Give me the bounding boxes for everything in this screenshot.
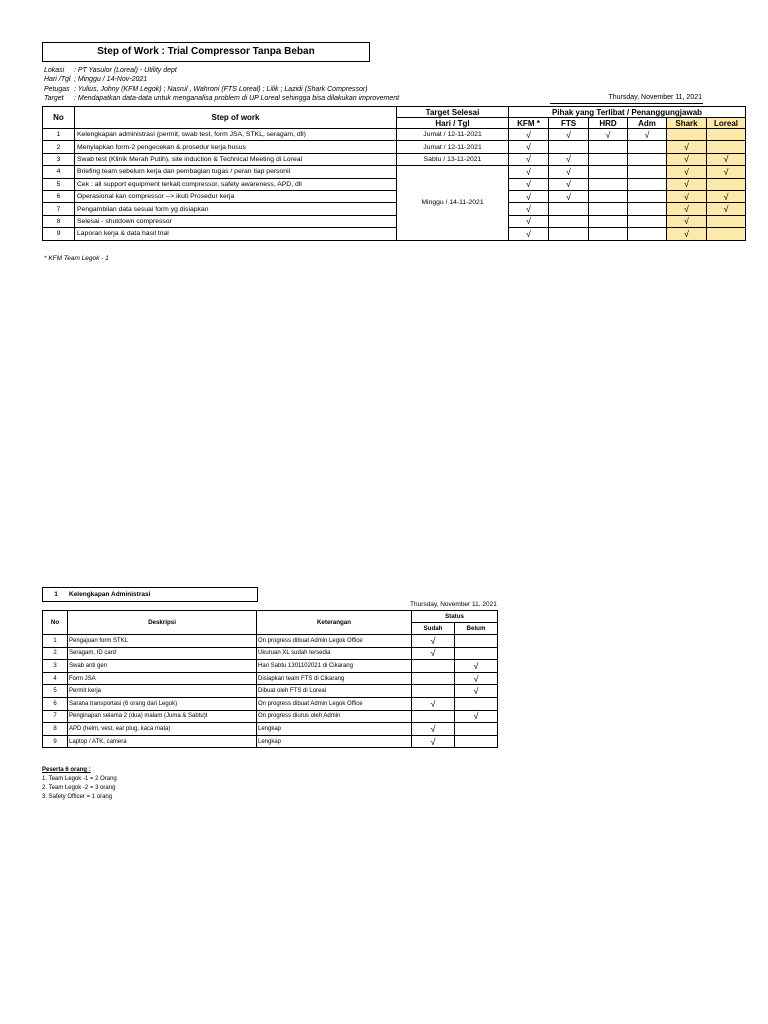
table-row (43, 190, 746, 202)
header-party-fts: FTS (549, 118, 589, 129)
check-mark: √ (549, 190, 589, 202)
check-mark (628, 141, 667, 153)
status-belum: √ (455, 685, 498, 698)
step-description: Pengambilan data sesuai form yg disiapkan (75, 203, 397, 215)
date-top: Thursday, November 11, 2021 (608, 94, 702, 101)
table-row (43, 166, 746, 178)
step-description: Laporan kerja & data hasil trial (75, 228, 397, 240)
check-mark (628, 228, 667, 240)
table-row (43, 228, 746, 240)
item-keterangan: Hari Sabtu 1301102021 di Cikarang (257, 660, 412, 673)
target-date: Jumat / 12-11-2021 (397, 141, 509, 153)
check-mark: √ (667, 166, 707, 178)
row-number: 1 (43, 635, 68, 648)
check-mark: √ (509, 190, 549, 202)
step-description: Swab test (Klinik Merah Putih), site induction & Technical Meeting di Loreal (75, 153, 397, 165)
item-keterangan: On progress dibuat Admin Legok Office (257, 635, 412, 648)
info-value: : Mendapatkan data-data untuk menganalisa problem di UP Loreal sehingga bisa dilakukan improvement (74, 94, 400, 102)
row-number: 7 (43, 710, 68, 723)
check-mark (707, 129, 746, 141)
status-sudah: √ (412, 735, 455, 748)
status-belum (455, 735, 498, 748)
item-description: Pengajuan form STKL (68, 635, 257, 648)
item-keterangan: Lengkap (257, 735, 412, 748)
section-title-box (42, 587, 258, 602)
check-mark (707, 141, 746, 153)
row-number: 6 (43, 697, 68, 710)
check-mark (628, 215, 667, 227)
header-party-loreal: Loreal (707, 118, 746, 129)
row-number: 9 (43, 228, 75, 240)
info-row-lokasi (44, 66, 399, 75)
check-mark (589, 178, 628, 190)
info-label: Hari /Tgl (44, 76, 71, 84)
peserta-item: 3. Safety Officer = 1 orang (42, 794, 113, 800)
check-mark: √ (667, 153, 707, 165)
info-row-hari (44, 75, 399, 84)
admin-checklist-table (42, 610, 498, 748)
table-row (43, 215, 746, 227)
check-mark: √ (509, 129, 549, 141)
row-number: 4 (43, 672, 68, 685)
status-belum (455, 647, 498, 660)
status-sudah: √ (412, 697, 455, 710)
status-sudah (412, 710, 455, 723)
item-description: Swab anti gen (68, 660, 257, 673)
item-keterangan: On progress dibuat Admin Legok Office (257, 697, 412, 710)
check-mark (589, 215, 628, 227)
item-keterangan: Dibuat oleh FTS di Loreal (257, 685, 412, 698)
check-mark (589, 190, 628, 202)
header-sudah: Sudah (412, 623, 455, 635)
item-description: APD (helm, vest, ear plug, kaca mata) (68, 723, 257, 736)
info-block (44, 66, 399, 103)
check-mark (549, 215, 589, 227)
check-mark (589, 203, 628, 215)
status-sudah: √ (412, 635, 455, 648)
item-keterangan: On progress diurus oleh Admin (257, 710, 412, 723)
row-number: 2 (43, 647, 68, 660)
peserta-item: 1. Team Legok -1 = 2 Orang (42, 776, 117, 782)
section-number: 1 (54, 591, 58, 598)
item-description: Permit kerja (68, 685, 257, 698)
check-mark (589, 228, 628, 240)
table-row (43, 685, 498, 698)
header-party-hrd: HRD (589, 118, 628, 129)
peserta-block (42, 766, 117, 802)
status-sudah (412, 660, 455, 673)
check-mark: √ (667, 178, 707, 190)
table-row (43, 660, 498, 673)
status-sudah: √ (412, 647, 455, 660)
check-mark: √ (667, 203, 707, 215)
peserta-heading: Peserta 6 orang : (42, 767, 91, 773)
info-row-target (44, 94, 399, 103)
check-mark (549, 203, 589, 215)
table-row (43, 153, 746, 165)
info-label: Target (44, 94, 64, 102)
target-date: Sabtu / 13-11-2021 (397, 153, 509, 165)
check-mark: √ (509, 166, 549, 178)
header-status: Status (412, 611, 498, 623)
divider (550, 103, 703, 104)
check-mark: √ (549, 153, 589, 165)
check-mark (628, 190, 667, 202)
info-value: : PT Yasulor (Loreal) - Utility dept (74, 67, 177, 74)
table-row (43, 697, 498, 710)
check-mark: √ (549, 129, 589, 141)
item-description: Sarana transportasi (6 orang dari Legok) (68, 697, 257, 710)
info-row-petugas (44, 85, 399, 94)
row-number: 9 (43, 735, 68, 748)
check-mark: √ (589, 129, 628, 141)
table-row (43, 203, 746, 215)
header-deskripsi: Deskripsi (68, 611, 257, 635)
header-party-adm: Adm (628, 118, 667, 129)
date-section: Thursday, November 11, 2021 (410, 601, 497, 608)
step-description: Kelengkapan administrasi (permit, swab test, form JSA, STKL, seragam, dll) (75, 129, 397, 141)
check-mark: √ (667, 190, 707, 202)
info-label: Lokasi (44, 67, 65, 74)
row-number: 2 (43, 141, 75, 153)
item-keterangan: Lengkap (257, 723, 412, 736)
header-target: Target Selesai (397, 107, 509, 118)
status-belum (455, 697, 498, 710)
header-step: Step of work (75, 107, 397, 129)
check-mark: √ (667, 228, 707, 240)
document-title: Step of Work : Trial Compressor Tanpa Beban (42, 42, 370, 62)
header-pihak: Pihak yang Terlibat / Penanggungjawab (509, 107, 746, 118)
header-no: No (43, 107, 75, 129)
status-sudah: √ (412, 723, 455, 736)
item-description: Laptop / ATK, camera (68, 735, 257, 748)
row-number: 5 (43, 178, 75, 190)
check-mark (589, 166, 628, 178)
step-description: Operasional kan compressor --> ikuti Prosedur kerja (75, 190, 397, 202)
row-number: 1 (43, 129, 75, 141)
footnote: * KFM Team Legok - 1 (44, 255, 109, 262)
check-mark (628, 203, 667, 215)
row-number: 3 (43, 153, 75, 165)
item-description: Form JSA (68, 672, 257, 685)
check-mark: √ (549, 166, 589, 178)
step-of-work-table (42, 106, 746, 241)
step-description: Briefing team sebelum kerja dan pembagian tugas / peran tiap personil (75, 166, 397, 178)
check-mark (549, 228, 589, 240)
check-mark: √ (628, 129, 667, 141)
check-mark: √ (509, 141, 549, 153)
peserta-item: 2. Team Legok -2 = 3 orang (42, 785, 116, 791)
check-mark (707, 228, 746, 240)
target-date-merged: Minggu / 14-11-2021 (397, 166, 509, 240)
status-sudah (412, 672, 455, 685)
header-party-kfm: KFM * (509, 118, 549, 129)
row-number: 8 (43, 215, 75, 227)
row-number: 3 (43, 660, 68, 673)
table-row (43, 723, 498, 736)
item-description: Seragam, ID card (68, 647, 257, 660)
item-keterangan: Ukuruan XL sudah tersedia (257, 647, 412, 660)
info-label: Petugas (44, 85, 70, 93)
check-mark: √ (707, 153, 746, 165)
item-description: Penginapan selama 2 (dua) malam (Juma & Sabtu)t (68, 710, 257, 723)
check-mark: √ (509, 178, 549, 190)
check-mark: √ (549, 178, 589, 190)
row-number: 8 (43, 723, 68, 736)
row-number: 5 (43, 685, 68, 698)
check-mark (549, 141, 589, 153)
check-mark: √ (667, 141, 707, 153)
table-row (43, 647, 498, 660)
step-description: Selesai - shutdown compressor (75, 215, 397, 227)
table-row (43, 129, 746, 141)
table-row (43, 635, 498, 648)
row-number: 4 (43, 166, 75, 178)
check-mark: √ (667, 215, 707, 227)
status-belum (455, 635, 498, 648)
row-number: 7 (43, 203, 75, 215)
table-row (43, 141, 746, 153)
check-mark (707, 178, 746, 190)
check-mark: √ (509, 203, 549, 215)
header-keterangan: Keterangan (257, 611, 412, 635)
step-description: Menyiapkan form-2 pengecekan & prosedur kerja husus (75, 141, 397, 153)
check-mark (707, 215, 746, 227)
check-mark: √ (707, 166, 746, 178)
info-value: : Yulius, Johny (KFM Legok) ; Nasrul , Wahroni (FTS Loreal) ; Lilik ; Lazidi (Shark Compressor) (74, 85, 368, 93)
target-date: Jumat / 12-11-2021 (397, 129, 509, 141)
row-number: 6 (43, 190, 75, 202)
check-mark (628, 178, 667, 190)
status-belum: √ (455, 672, 498, 685)
check-mark: √ (707, 190, 746, 202)
item-keterangan: Disiapkan team FTS di Cikarang (257, 672, 412, 685)
check-mark (667, 129, 707, 141)
status-belum: √ (455, 660, 498, 673)
check-mark (628, 153, 667, 165)
header-party-shark: Shark (667, 118, 707, 129)
status-belum: √ (455, 710, 498, 723)
info-value: ; Minggu / 14-Nov-2021 (74, 76, 148, 84)
check-mark (589, 141, 628, 153)
check-mark (628, 166, 667, 178)
check-mark: √ (509, 215, 549, 227)
header-no: No (43, 611, 68, 635)
status-belum (455, 723, 498, 736)
status-sudah (412, 685, 455, 698)
table-row (43, 178, 746, 190)
table-row (43, 710, 498, 723)
header-hari: Hari / Tgl (397, 118, 509, 129)
section-title: Kelengkapan Administrasi (69, 591, 151, 598)
check-mark: √ (509, 153, 549, 165)
step-description: Cek : all support equipment terkait compressor, safety awareness, APD, dll (75, 178, 397, 190)
table-row (43, 735, 498, 748)
check-mark: √ (707, 203, 746, 215)
header-belum: Belum (455, 623, 498, 635)
check-mark (589, 153, 628, 165)
table-row (43, 672, 498, 685)
check-mark: √ (509, 228, 549, 240)
